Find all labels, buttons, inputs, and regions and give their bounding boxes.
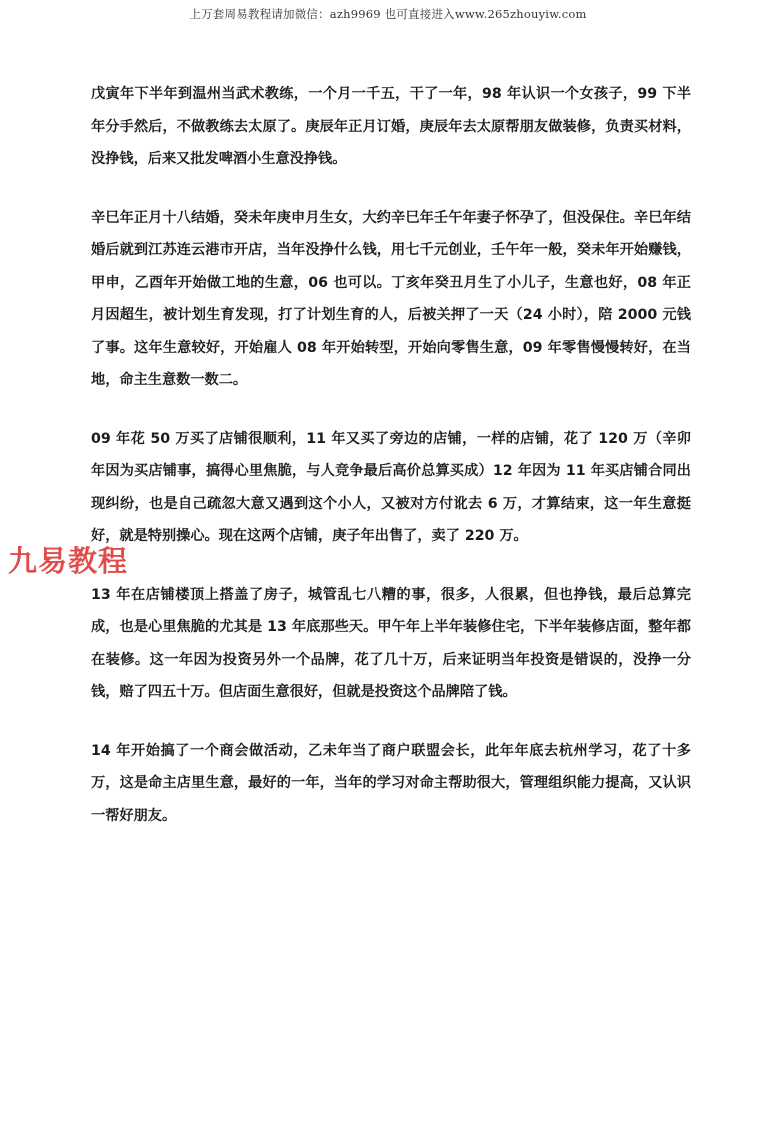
paragraph-5: 14 年开始搞了一个商会做活动，乙未年当了商户联盟会长，此年年底去杭州学习，花了十多万，这是命主店里生意，最好的一年，当年的学习对命主帮助很大，管理组织能力提高，又认识一帮好朋友。: [91, 742, 691, 824]
paragraph-4: 13 年在店铺楼顶上搭盖了房子，城管乱七八糟的事，很多，人很累，但也挣钱，最后总算完成，也是心里焦脆的尤其是 13 年底那些天。甲午年上半年装修住宅，下半年装修店面，整年都在装修。这一年因为投资另外一个品牌，花了几十万，后来证明当年投资是错误的，没挣一分钱，赔了四五十万。但店面生意很好，但就是投资这个品牌陪了钱。: [91, 586, 691, 700]
paragraph-3: 09 年花 50 万买了店铺很顺利，11 年又买了旁边的店铺，一样的店铺，花了 120 万（辛卯年因为买店铺事，搞得心里焦脆，与人竞争最后高价总算买成）12 年因为 11 年买店铺合同出现纠纷，也是自己疏忽大意又遇到这个小人，又被对方付讹去 6 万，才算结束，这一年生意挺好，就是特别操心。现在这两个店铺，庚子年出售了，卖了 220 万。: [91, 430, 691, 544]
paragraph-1: 戊寅年下半年到温州当武术教练，一个月一千五，干了一年，98 年认识一个女孩子，99 下半年分手然后，不做教练去太原了。庚辰年正月订婚，庚辰年去太原帮朋友做装修，负责买材料，没挣钱，后来又批发啤酒小生意没挣钱。: [91, 86, 691, 167]
paragraph-2: 辛巳年正月十八结婚，癸未年庚申月生女，大约辛巳年壬午年妻子怀孕了，但没保住。辛巳年结婚后就到江苏连云港市开店，当年没挣什么钱，用七千元创业，壬午年一般，癸未年开始赚钱，甲申，乙酉年开始做工地的生意，06 也可以。丁亥年癸丑月生了小儿子，生意也好，08 年正月因超生，被计划生育发现，打了计划生育的人，后被关押了一天（24 小时），陪 2000 元钱了事。这年生意较好，开始雇人 08 年开始转型，开始向零售生意，09 年零售慢慢转好，在当地，命主生意数一数二。: [91, 209, 691, 388]
header-note: 上万套周易教程请加微信：azh9969 也可直接进入www.265zhouyiw.com: [189, 7, 587, 21]
watermark: 九易教程: [8, 544, 129, 578]
document-body: [91, 78, 691, 858]
